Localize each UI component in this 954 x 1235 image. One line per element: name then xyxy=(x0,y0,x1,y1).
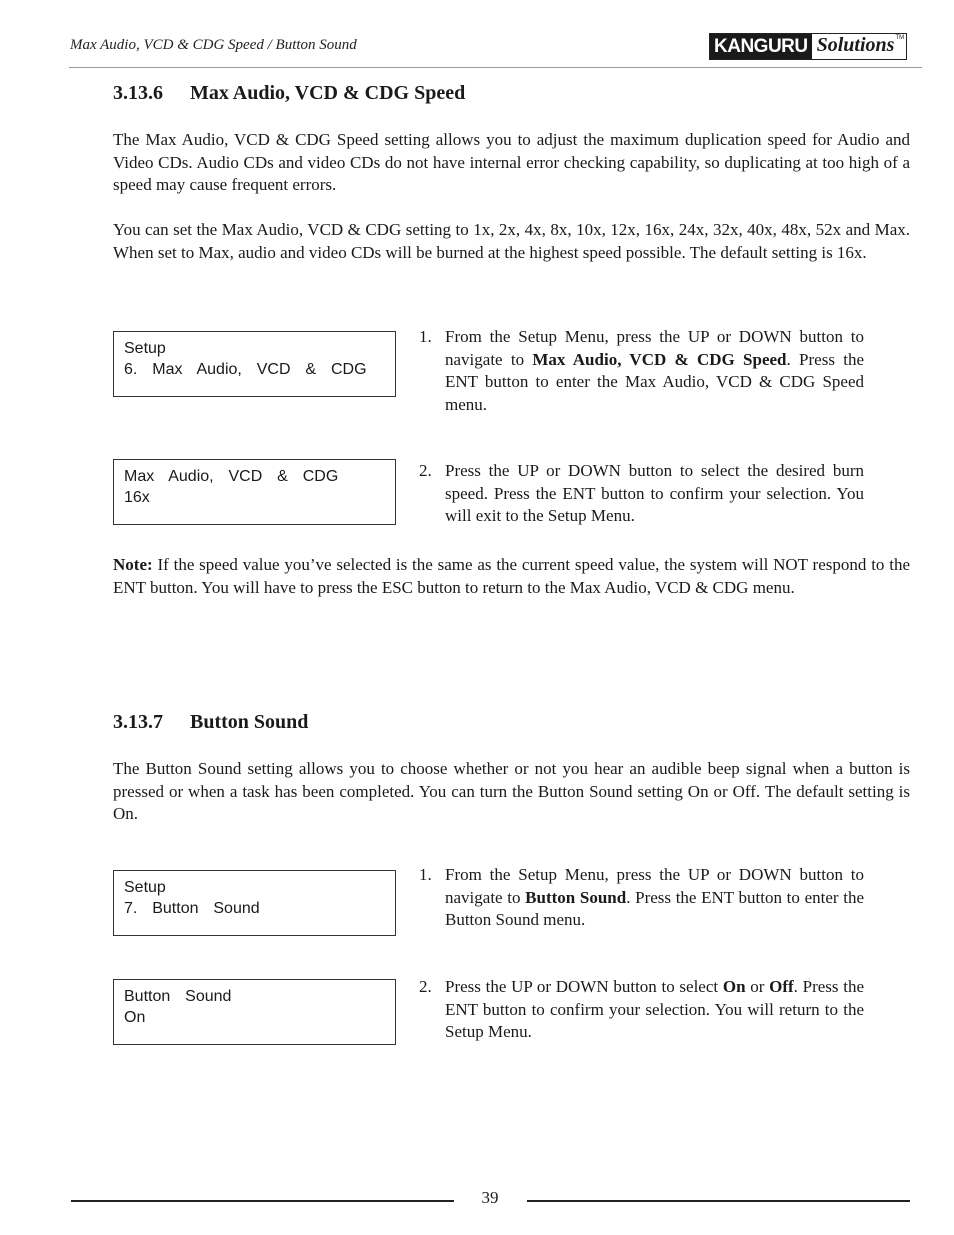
step-1 xyxy=(419,326,864,416)
logo-script: Solutions xyxy=(816,34,895,56)
step-number: 2. xyxy=(419,461,432,480)
logo-wordmark: KANGURU xyxy=(710,34,812,59)
logo-trademark: TM xyxy=(895,35,905,41)
lcd-line-2: 16x xyxy=(124,488,150,506)
lcd-line-1: Max Audio, VCD & CDG xyxy=(124,468,339,485)
step-text: From the Setup Menu, press the UP or DOWN button to navigate to Max Audio, VCD & CDG Speed. Press the ENT button to enter the Max Audio, VCD & CDG Speed menu. xyxy=(445,327,864,414)
section-number: 3.13.6 xyxy=(113,82,163,104)
step-number: 2. xyxy=(419,977,432,996)
step-number: 1. xyxy=(419,865,432,884)
lcd-line-1: Setup xyxy=(124,340,166,357)
lcd-line-2: 7. Button Sound xyxy=(124,899,260,917)
note-text: If the speed value you’ve selected is the same as the current speed value, the system will NOT respond to the ENT button. You will have to press the ESC button to return to the Max Audio, VCD & CDG menu. xyxy=(113,555,910,597)
footer-rule-right xyxy=(527,1200,910,1202)
step-number: 1. xyxy=(419,327,432,346)
step-text: From the Setup Menu, press the UP or DOWN button to navigate to Button Sound. Press the ENT button to enter the Button Sound menu. xyxy=(445,865,864,929)
header-divider xyxy=(69,67,922,68)
lcd-display-button-sound-menu xyxy=(113,979,396,1045)
lcd-display-setup-menu-2 xyxy=(113,870,396,936)
step-text: Press the UP or DOWN button to select the desired burn speed. Press the ENT button to confirm your selection. You will exit to the Setup Menu. xyxy=(445,461,864,525)
section-heading-button-sound xyxy=(113,711,308,734)
step-2 xyxy=(419,460,864,528)
footer-rule-left xyxy=(71,1200,454,1202)
kanguru-logo xyxy=(709,33,907,60)
lcd-line-1: Setup xyxy=(124,879,166,896)
speed-options-paragraph: You can set the Max Audio, VCD & CDG setting to 1x, 2x, 4x, 8x, 10x, 12x, 16x, 24x, 32x, 40x, 48x, 52x and Max. When set to Max, audio and video CDs will be burned at the highest speed possible. The default setting is 16x. xyxy=(113,220,910,262)
page-number: 39 xyxy=(481,1188,499,1207)
lcd-line-1: Button Sound xyxy=(124,988,232,1005)
section-title: Button Sound xyxy=(190,711,309,733)
lcd-line-2: 6. Max Audio, VCD & CDG xyxy=(124,360,367,378)
step-text: Press the UP or DOWN button to select On or Off. Press the ENT button to confirm your selection. You will return to the Setup Menu. xyxy=(445,977,864,1041)
button-sound-paragraph: The Button Sound setting allows you to choose whether or not you hear an audible beep signal when a button is pressed or when a task has been completed. You can turn the Button Sound setting On or Off. The default setting is On. xyxy=(113,759,910,823)
step-1-button-sound xyxy=(419,864,864,932)
section-heading-max-audio xyxy=(113,82,465,105)
lcd-display-speed-menu xyxy=(113,459,396,525)
note-label: Note: xyxy=(113,555,153,574)
lcd-display-setup-menu xyxy=(113,331,396,397)
step-2-button-sound xyxy=(419,976,864,1044)
section-number: 3.13.7 xyxy=(113,711,163,733)
lcd-line-2: On xyxy=(124,1008,146,1026)
running-header: Max Audio, VCD & CDG Speed / Button Sound xyxy=(70,37,357,53)
note-paragraph xyxy=(113,554,910,599)
section-title: Max Audio, VCD & CDG Speed xyxy=(190,82,466,104)
intro-paragraph: The Max Audio, VCD & CDG Speed setting allows you to adjust the maximum duplication speed for Audio and Video CDs. Audio CDs and video CDs do not have internal error checking capability, so duplicating at too high of a speed may cause frequent errors. xyxy=(113,130,910,194)
